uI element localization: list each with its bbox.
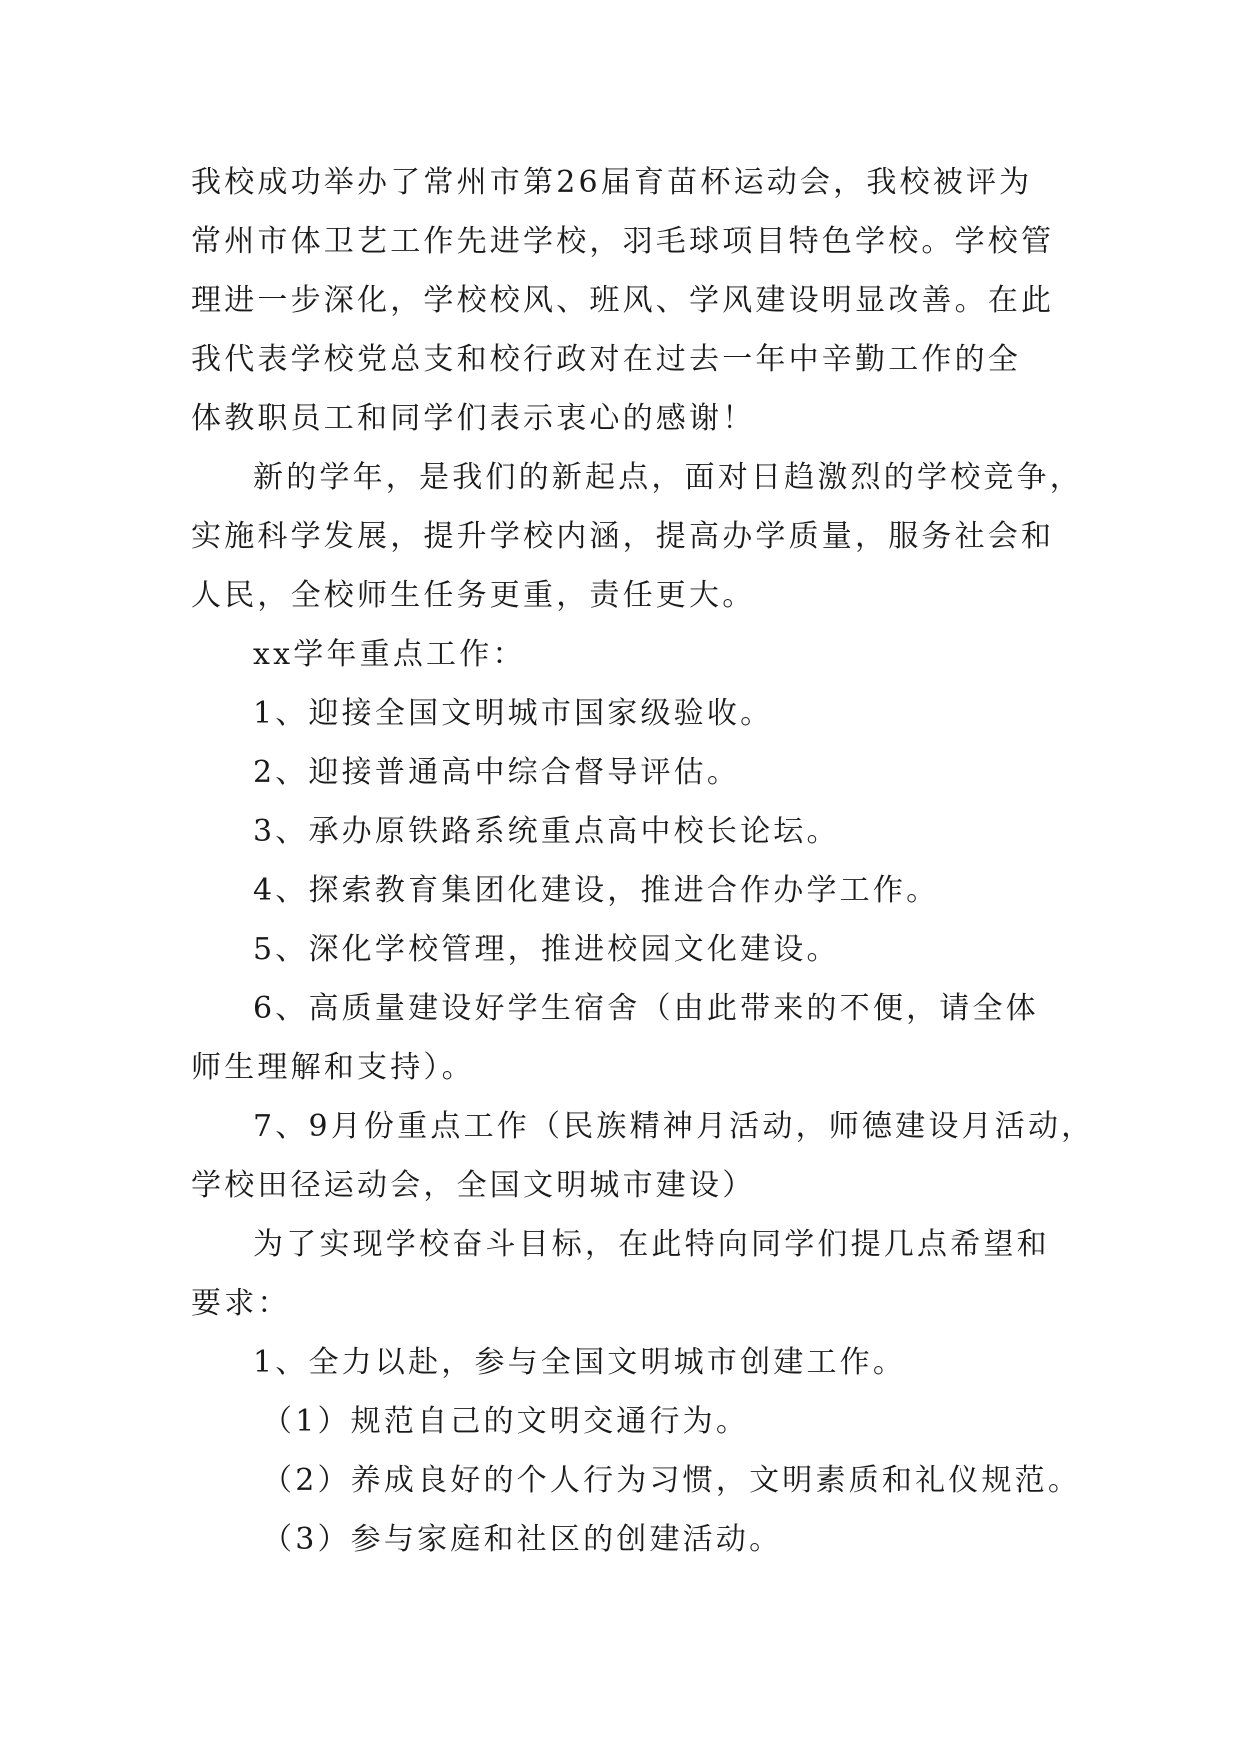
text-line: 学校田径运动会，全国文明城市建设） xyxy=(191,1168,756,1203)
text-line: 人民，全校师生任务更重，责任更大。 xyxy=(191,578,756,613)
sub-list-item: （2）养成良好的个人行为习惯，文明素质和礼仪规范。 xyxy=(262,1463,1082,1498)
text-line: 理进一步深化，学校校风、班风、学风建设明显改善。在此 xyxy=(191,283,1055,318)
list-item: 5、深化学校管理，推进校园文化建设。 xyxy=(253,932,840,967)
text-line: 实施科学发展，提升学校内涵，提高办学质量，服务社会和 xyxy=(191,519,1055,554)
text-line: 要求： xyxy=(191,1286,291,1321)
list-item: 6、高质量建设好学生宿舍（由此带来的不便，请全体 xyxy=(253,991,1039,1026)
list-item: 3、承办原铁路系统重点高中校长论坛。 xyxy=(253,814,840,849)
text-line: 师生理解和支持）。 xyxy=(191,1050,475,1085)
text-line: 我代表学校党总支和校行政对在过去一年中辛勤工作的全 xyxy=(191,342,1021,377)
sub-list-item: （1）规范自己的文明交通行为。 xyxy=(262,1404,750,1439)
text-line: 常州市体卫艺工作先进学校，羽毛球项目特色学校。学校管 xyxy=(191,224,1055,259)
text-line: 我校成功举办了常州市第26届育苗杯运动会，我校被评为 xyxy=(191,165,1033,200)
sub-list-item: （3）参与家庭和社区的创建活动。 xyxy=(262,1522,783,1557)
paragraph-first-line: 为了实现学校奋斗目标，在此特向同学们提几点希望和 xyxy=(253,1227,1050,1262)
list-item: 7、9月份重点工作（民族精神月活动，师德建设月活动， xyxy=(253,1109,1095,1144)
list-item: 4、探索教育集团化建设，推进合作办学工作。 xyxy=(253,873,940,908)
text-line: 体教职员工和同学们表示衷心的感谢！ xyxy=(191,401,756,436)
list-item: 2、迎接普通高中综合督导评估。 xyxy=(253,755,741,790)
paragraph-first-line: 新的学年，是我们的新起点，面对日趋激烈的学校竞争， xyxy=(253,460,1083,495)
list-item: 1、迎接全国文明城市国家级验收。 xyxy=(253,696,774,731)
list-item: 1、全力以赴，参与全国文明城市创建工作。 xyxy=(253,1345,907,1380)
section-heading: xx学年重点工作： xyxy=(253,637,526,672)
